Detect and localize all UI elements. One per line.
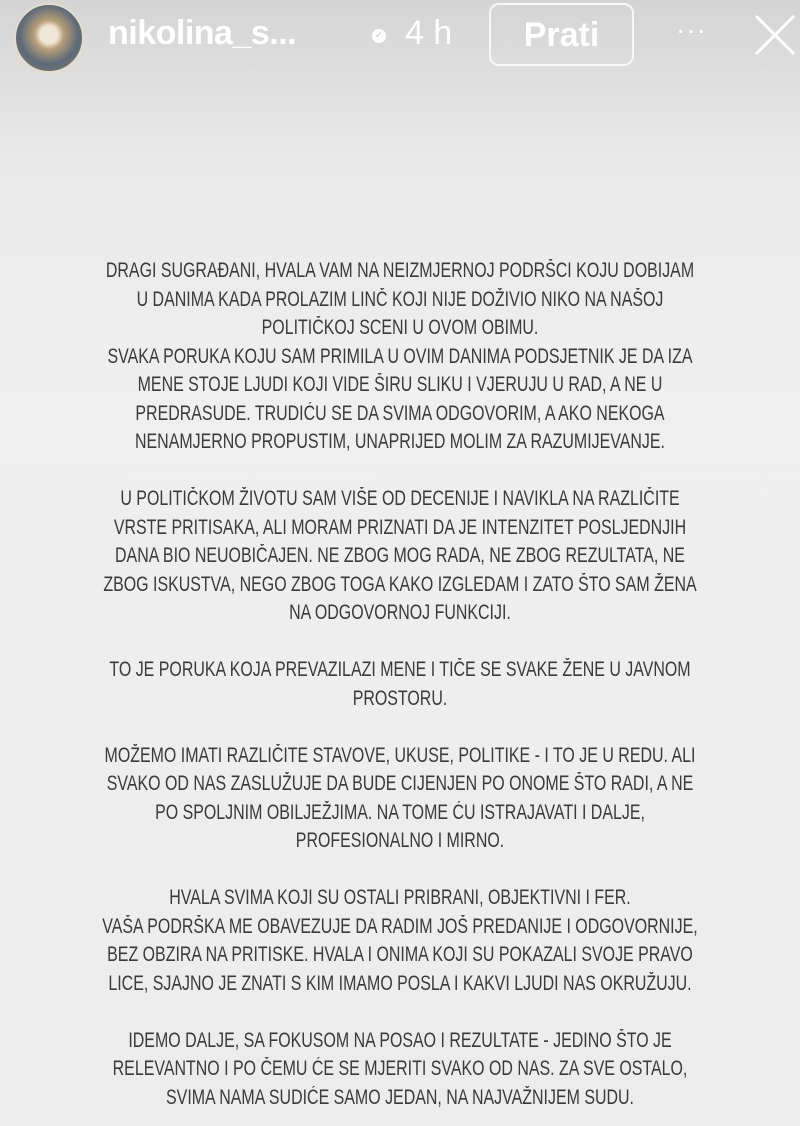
text-line: MOŽEMO IMATI RAZLIČITE STAVOVE, UKUSE, POLITIKE - I TO JE U REDU. ALI: [104, 743, 696, 767]
text-line: POLITIČKOJ SCENI U OVOM OBIMU.: [261, 316, 539, 339]
verified-badge-icon: ✓: [372, 29, 386, 43]
close-icon[interactable]: [752, 12, 798, 58]
story-text: [0, 257, 800, 1112]
text-line: ZBOG ISKUSTVA, NEGO ZBOG TOGA KAKO IZGLEDAM I ZATO ŠTO SAM ŽENA: [103, 572, 697, 596]
story-paragraph: [0, 742, 800, 856]
story-paragraph: [0, 257, 800, 457]
text-line: SVAKA PORUKA KOJU SAM PRIMILA U OVIM DANIMA PODSJETNIK JE DA IZA: [107, 344, 693, 368]
text-line: HVALA SVIMA KOJI SU OSTALI PRIBRANI, OBJEKTIVNI I FER.: [169, 886, 631, 909]
text-line: SVAKO OD NAS ZASLUŽUJE DA BUDE CIJENJEN PO ONOME ŠTO RADI, A NE: [106, 772, 694, 795]
text-line: PREDRASUDE. TRUDIĆU SE DA SVIMA ODGOVORIM, A AKO NEKOGA: [135, 401, 665, 425]
text-line: NENAMJERNO PROPUSTIM, UNAPRIJED MOLIM ZA RAZUMIJEVANJE.: [134, 430, 665, 453]
text-line: RELEVANTNO I PO ČEMU ĆE SE MJERITI SVAKO OD NAS. ZA SVE OSTALO,: [112, 1057, 688, 1080]
text-line: U DANIMA KADA PROLAZIM LINČ KOJI NIJE DOŽIVIO NIKO NA NAŠOJ: [136, 287, 664, 311]
text-line: NA ODGOVORNOJ FUNKCIJI.: [289, 601, 511, 624]
story-paragraph: [0, 485, 800, 628]
text-line: DANA BIO NEUOBIČAJEN. NE ZBOG MOG RADA, NE ZBOG REZULTATA, NE: [115, 544, 685, 567]
text-line: PROFESIONALNO I MIRNO.: [295, 829, 505, 852]
text-line: IDEMO DALJE, SA FOKUSOM NA POSAO I REZULTATE - JEDINO ŠTO JE: [128, 1028, 672, 1052]
paragraph-gap: [0, 628, 800, 657]
text-line: SVIMA NAMA SUDIĆE SAMO JEDAN, NA NAJVAŽNIJEM SUDU.: [166, 1085, 634, 1109]
text-line: BEZ OBZIRA NA PRITISKE. HVALA I ONIMA KOJI SU POKAZALI SVOJE PRAVO: [107, 943, 693, 966]
post-time: 4 h: [405, 14, 453, 52]
text-line: LICE, SJAJNO JE ZNATI S KIM IMAMO POSLA I KAKVI LJUDI NAS OKRUŽUJU.: [108, 971, 692, 995]
text-line: VAŠA PODRŠKA ME OBAVEZUJE DA RADIM JOŠ PREDANIJE I ODGOVORNIJE,: [102, 914, 698, 938]
text-line: MENE STOJE LJUDI KOJI VIDE ŠIRU SLIKU I VJERUJU U RAD, A NE U: [137, 373, 663, 396]
text-line: PROSTORU.: [352, 686, 448, 710]
text-line: TO JE PORUKA KOJA PREVAZILAZI MENE I TIČE SE SVAKE ŽENE U JAVNOM: [109, 658, 691, 681]
follow-button[interactable]: Prati: [489, 3, 634, 66]
username-link[interactable]: nikolina_s...: [108, 14, 297, 52]
story-paragraph: [0, 884, 800, 998]
story-header: [0, 0, 800, 80]
paragraph-gap: [0, 713, 800, 742]
text-line: VRSTE PRITISAKA, ALI MORAM PRIZNATI DA JE INTENZITET POSLJEDNJIH: [113, 515, 687, 539]
more-options-icon[interactable]: ···: [676, 14, 707, 45]
paragraph-gap: [0, 998, 800, 1027]
text-line: DRAGI SUGRAĐANI, HVALA VAM NA NEIZMJERNOJ PODRŠCI KOJU DOBIJAM: [105, 259, 695, 282]
text-line: PO SPOLJNIM OBILJEŽJIMA. NA TOME ĆU ISTRAJAVATI I DALJE,: [155, 800, 645, 824]
story-paragraph: [0, 1027, 800, 1113]
text-line: U POLITIČKOM ŽIVOTU SAM VIŠE OD DECENIJE I NAVIKLA NA RAZLIČITE: [120, 487, 680, 510]
story-paragraph: [0, 656, 800, 713]
profile-avatar[interactable]: [14, 3, 84, 73]
paragraph-gap: [0, 457, 800, 486]
paragraph-gap: [0, 856, 800, 885]
